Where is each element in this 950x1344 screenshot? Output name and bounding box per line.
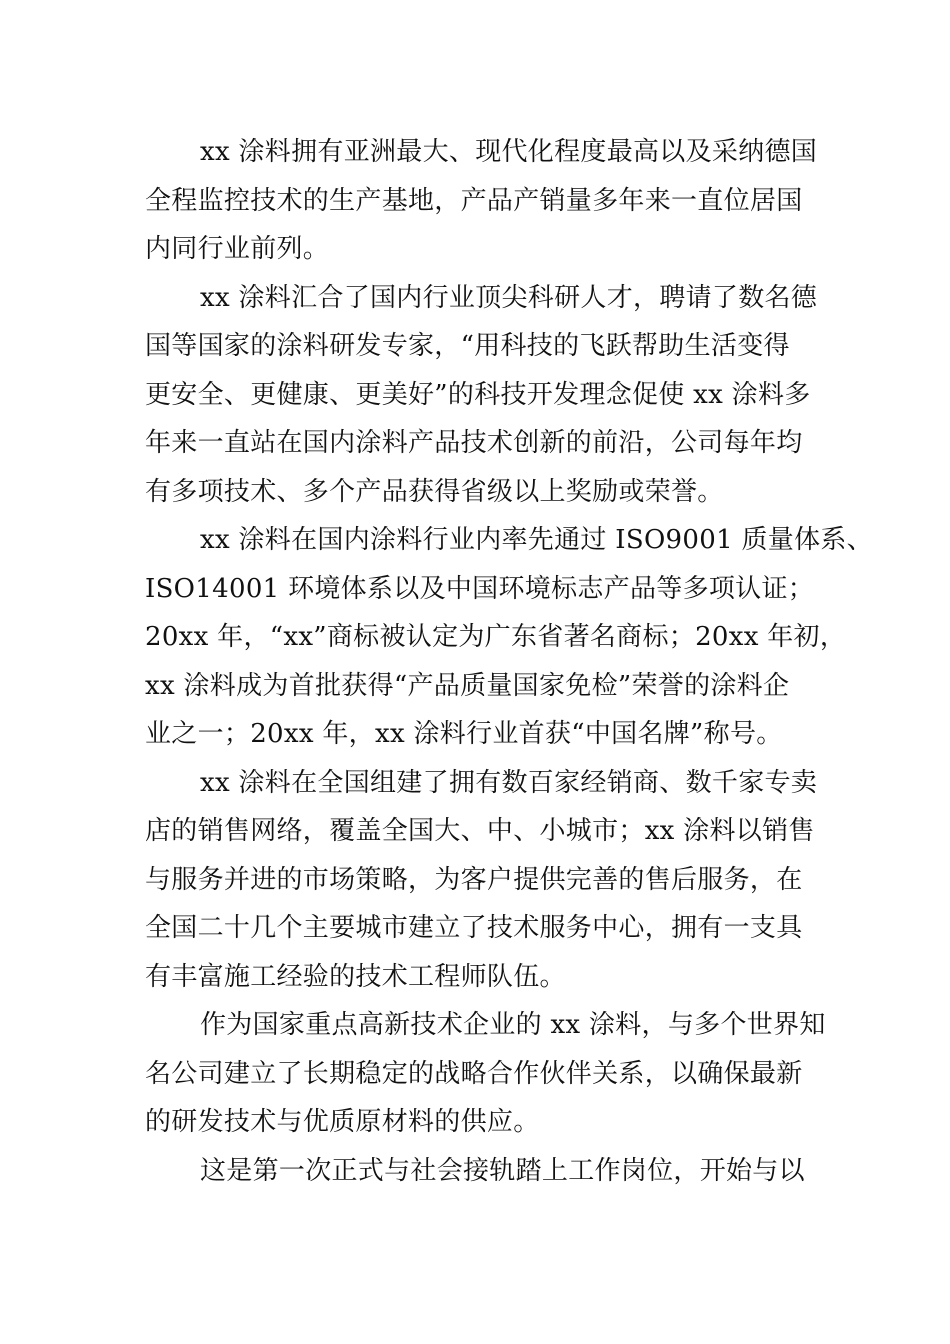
paragraph-2 (145, 274, 818, 517)
text-line: 全国二十几个主要城市建立了技术服务中心，拥有一支具 (145, 913, 803, 943)
text-line: 名公司建立了长期稳定的战略合作伙伴关系，以确保最新 (145, 1058, 803, 1089)
text-line: 国等国家的涂料研发专家，“用科技的飞跃帮助生活变得 (145, 331, 790, 361)
text-line: xx 涂料拥有亚洲最大、现代化程度最高以及采纳德国 (200, 137, 818, 167)
paragraph-6 (145, 1147, 810, 1196)
text-line: xx 涂料成为首批获得“产品质量国家免检”荣誉的涂料企 (145, 670, 790, 701)
text-line: 更安全、更健康、更美好”的科技开发理念促使 xx 涂料多 (145, 379, 811, 410)
text-line: 与服务并进的市场策略，为客户提供完善的售后服务，在 (145, 864, 803, 895)
text-line: xx 涂料汇合了国内行业顶尖科研人才，聘请了数名德 (200, 282, 818, 313)
text-line: 20xx 年，“xx”商标被认定为广东省著名商标；20xx 年初， (145, 622, 847, 652)
paragraph-1 (145, 128, 818, 274)
text-line: xx 涂料在国内涂料行业内率先通过 ISO9001 质量体系、 (200, 525, 873, 555)
text-line: 全程监控技术的生产基地，产品产销量多年来一直位居国 (145, 185, 803, 216)
text-line: 有多项技术、多个产品获得省级以上奖励或荣誉。 (145, 476, 724, 507)
text-line: ISO14001 环境体系以及中国环境标志产品等多项认证； (145, 573, 815, 604)
text-line: 这是第一次正式与社会接轨踏上工作岗位，开始与以 (200, 1155, 805, 1186)
paragraph-4 (145, 759, 818, 1002)
text-line: 年来一直站在国内涂料产品技术创新的前沿，公司每年均 (145, 428, 803, 458)
document-body (145, 128, 873, 1195)
text-line: 业之一；20xx 年，xx 涂料行业首获“中国名牌”称号。 (145, 719, 783, 749)
text-line: 内同行业前列。 (145, 234, 330, 264)
paragraph-5 (145, 1001, 826, 1147)
text-line: 作为国家重点高新技术企业的 xx 涂料，与多个世界知 (200, 1010, 826, 1040)
text-line: 的研发技术与优质原材料的供应。 (145, 1107, 540, 1137)
text-line: xx 涂料在全国组建了拥有数百家经销商、数千家专卖 (200, 767, 818, 798)
text-line: 店的销售网络，覆盖全国大、中、小城市；xx 涂料以销售 (145, 816, 815, 846)
text-line: 有丰富施工经验的技术工程师队伍。 (145, 961, 566, 992)
paragraph-3 (145, 516, 873, 759)
